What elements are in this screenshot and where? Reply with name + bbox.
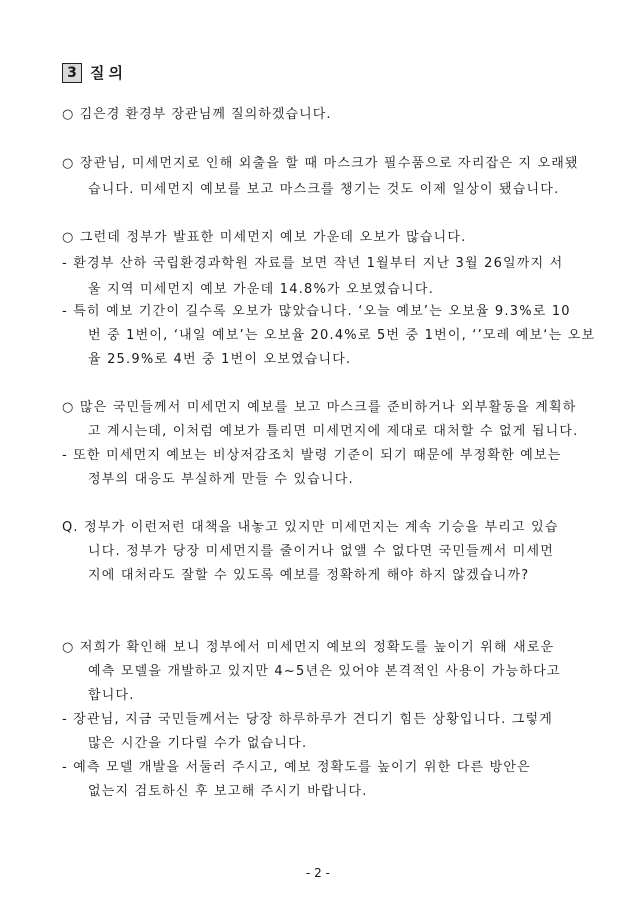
paragraph-line: - 환경부 산하 국립환경과학원 자료를 보면 작년 1월부터 지난 3월 26일까지 서 xyxy=(62,256,564,271)
paragraph-line: ○ 김은경 환경부 장관님께 질의하겠습니다. xyxy=(62,107,332,122)
paragraph-line: 습니다. 미세먼지 예보를 보고 마스크를 챙기는 것도 이제 일상이 됐습니다. xyxy=(88,182,560,197)
paragraph-line: Q. 정부가 이런저런 대책을 내놓고 있지만 미세먼지는 계속 기승을 부리고 있습 xyxy=(62,520,559,535)
section-number-box: 3 xyxy=(62,63,82,83)
paragraph-line: ○ 저희가 확인해 보니 정부에서 미세먼지 예보의 정확도를 높이기 위해 새로운 xyxy=(62,640,555,655)
paragraph-line: ○ 장관님, 미세먼지로 인해 외출을 할 때 마스크가 필수품으로 자리잡은 지 오래됐 xyxy=(62,156,579,171)
paragraph-line: ○ 그런데 정부가 발표한 미세먼지 예보 가운데 오보가 많습니다. xyxy=(62,230,467,245)
paragraph-line: - 또한 미세먼지 예보는 비상저감조치 발령 기준이 되기 때문에 부정확한 예보는 xyxy=(62,448,562,463)
paragraph-line: 없는지 검토하신 후 보고해 주시기 바랍니다. xyxy=(88,784,368,799)
paragraph-line: ○ 많은 국민들께서 미세먼지 예보를 보고 마스크를 준비하거나 외부활동을 계획하 xyxy=(62,400,577,415)
paragraph-line: 지에 대처라도 잘할 수 있도록 예보를 정확하게 해야 하지 않겠습니까? xyxy=(88,568,530,583)
section-heading xyxy=(62,62,127,83)
paragraph-line: 예측 모델을 개발하고 있지만 4~5년은 있어야 본격적인 사용이 가능하다고 xyxy=(88,664,561,679)
section-title: 질의 xyxy=(90,64,127,82)
paragraph-line: - 장관님, 지금 국민들께서는 당장 하루하루가 견디기 힘든 상황입니다. 그렇게 xyxy=(62,712,554,727)
paragraph-line: 번 중 1번이, ‘내일 예보’는 오보율 20.4%로 5번 중 1번이, ‘’모레 예보‘는 오보 xyxy=(88,328,596,343)
paragraph-line: 율 25.9%로 4번 중 1번이 오보였습니다. xyxy=(88,352,352,367)
page-number: - 2 - xyxy=(306,866,330,880)
paragraph-line: 니다. 정부가 당장 미세먼지를 줄이거나 없앨 수 없다면 국민들께서 미세먼 xyxy=(88,544,555,559)
paragraph-line: 많은 시간을 기다릴 수가 없습니다. xyxy=(88,736,308,751)
paragraph-line: 울 지역 미세먼지 예보 가운데 14.8%가 오보였습니다. xyxy=(88,282,435,297)
paragraph-line: 합니다. xyxy=(88,688,135,703)
paragraph-line: 고 계시는데, 이처럼 예보가 틀리면 미세먼지에 제대로 대처할 수 없게 됩니다. xyxy=(88,424,579,439)
paragraph-line: - 특히 예보 기간이 길수록 오보가 많았습니다. ‘오늘 예보’는 오보율 9.3%로 10 xyxy=(62,304,571,319)
paragraph-line: - 예측 모델 개발을 서둘러 주시고, 예보 정확도를 높이기 위한 다른 방안은 xyxy=(62,760,531,775)
paragraph-line: 정부의 대응도 부실하게 만들 수 있습니다. xyxy=(88,472,354,487)
